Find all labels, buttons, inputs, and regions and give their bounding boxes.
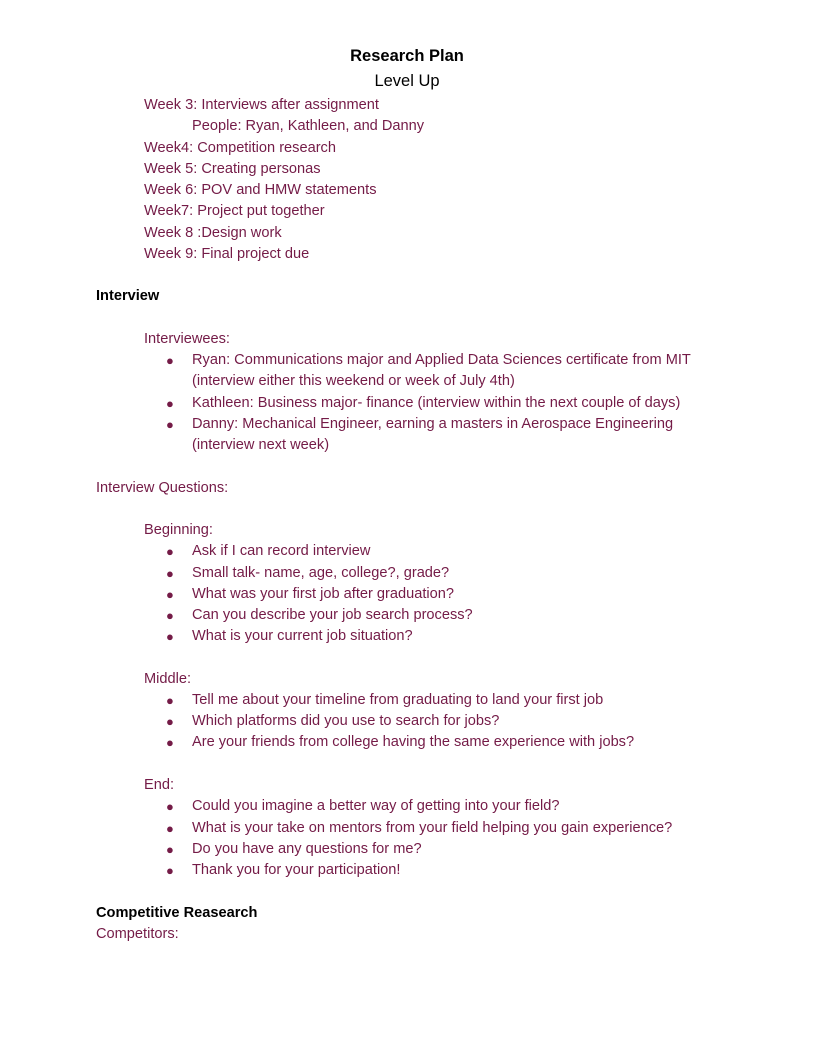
interviewee-item-continued: (interview next week) — [192, 437, 330, 453]
bullet-icon: ● — [166, 799, 174, 814]
beginning-label: Beginning: — [144, 522, 213, 538]
question-item: Do you have any questions for me? — [192, 841, 422, 857]
question-item: Small talk- name, age, college?, grade? — [192, 565, 450, 581]
bullet-icon: ● — [166, 714, 174, 729]
bullet-icon: ● — [166, 863, 174, 878]
interviewees-label: Interviewees: — [144, 331, 230, 347]
question-item: Ask if I can record interview — [192, 543, 371, 559]
question-item: Can you describe your job search process? — [192, 607, 473, 623]
bullet-icon: ● — [166, 693, 174, 708]
bullet-icon: ● — [166, 587, 174, 602]
question-item: What was your first job after graduation? — [192, 586, 455, 602]
schedule-item: Week 3: Interviews after assignment — [144, 97, 379, 113]
question-item: What is your current job situation? — [192, 628, 413, 644]
bullet-icon: ● — [166, 396, 174, 411]
schedule-item: Week7: Project put together — [144, 203, 325, 219]
bullet-icon: ● — [166, 629, 174, 644]
competitors-label: Competitors: — [96, 926, 179, 942]
schedule-item: Week 5: Creating personas — [144, 161, 321, 177]
question-item: Thank you for your participation! — [192, 862, 401, 878]
bullet-icon: ● — [166, 821, 174, 836]
bullet-icon: ● — [166, 353, 174, 368]
interview-questions-label: Interview Questions: — [96, 480, 229, 496]
bullet-icon: ● — [166, 417, 174, 432]
interview-heading: Interview — [96, 288, 160, 304]
question-item: What is your take on mentors from your field helping you gain experience? — [192, 820, 673, 836]
bullet-icon: ● — [166, 608, 174, 623]
bullet-icon: ● — [166, 566, 174, 581]
interviewee-item-continued: (interview either this weekend or week of July 4th) — [192, 373, 515, 389]
question-item: Could you imagine a better way of getting into your field? — [192, 798, 560, 814]
bullet-icon: ● — [166, 735, 174, 750]
question-item: Tell me about your timeline from graduating to land your first job — [192, 692, 604, 708]
schedule-item: People: Ryan, Kathleen, and Danny — [192, 118, 425, 134]
interviewee-item: Kathleen: Business major- finance (interview within the next couple of days) — [192, 395, 681, 411]
interviewee-item: Danny: Mechanical Engineer, earning a masters in Aerospace Engineering — [192, 416, 674, 432]
interviewee-item: Ryan: Communications major and Applied Data Sciences certificate from MIT — [192, 352, 691, 368]
bullet-icon: ● — [166, 842, 174, 857]
document-title: Research Plan — [350, 47, 464, 65]
schedule-item: Week4: Competition research — [144, 140, 336, 156]
competitive-research-heading: Competitive Reasearch — [96, 905, 258, 921]
middle-label: Middle: — [144, 671, 192, 687]
question-item: Are your friends from college having the same experience with jobs? — [192, 734, 635, 750]
bullet-icon: ● — [166, 544, 174, 559]
end-label: End: — [144, 777, 175, 793]
document-subtitle: Level Up — [374, 72, 440, 90]
schedule-item: Week 8 :Design work — [144, 225, 282, 241]
question-item: Which platforms did you use to search for jobs? — [192, 713, 500, 729]
schedule-item: Week 6: POV and HMW statements — [144, 182, 377, 198]
schedule-item: Week 9: Final project due — [144, 246, 310, 262]
